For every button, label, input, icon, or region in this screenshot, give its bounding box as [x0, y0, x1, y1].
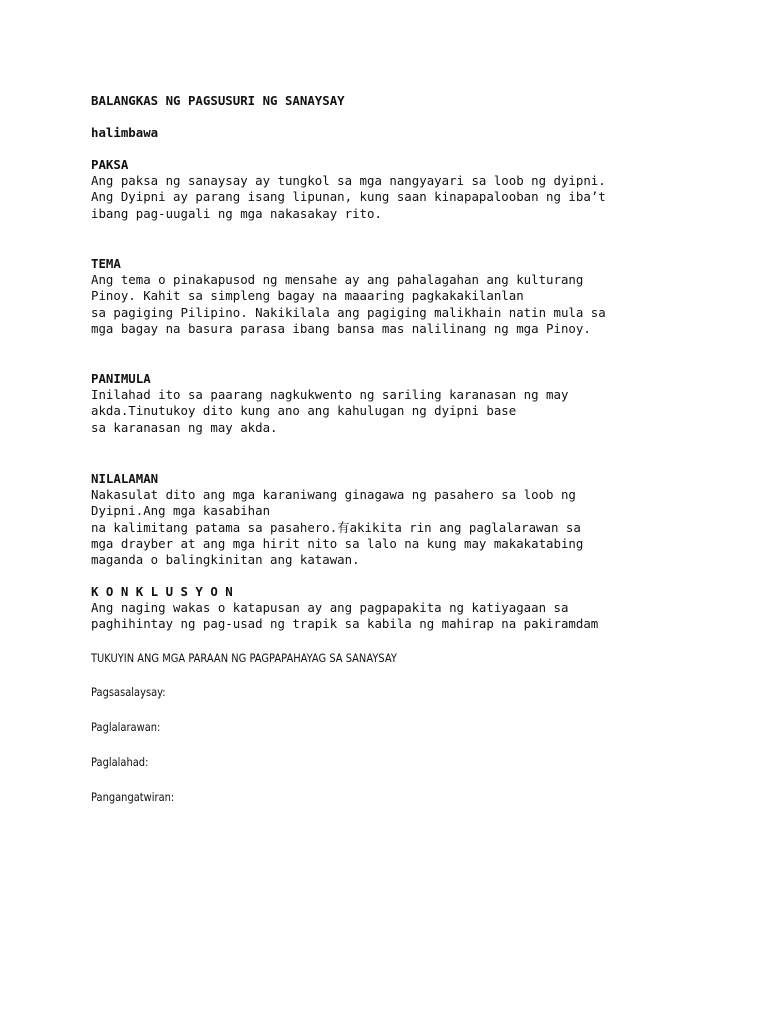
paragraph-line: Ang paksa ng sanaysay ay tungkol sa mga nangyayari sa loob ng dyipni.: [91, 173, 606, 189]
paragraph-line: mga bagay na basura parasa ibang bansa mas nalilinang ng mga Pinoy.: [91, 320, 591, 336]
section-panimula: [91, 371, 568, 436]
paragraph-line: mga drayber at ang mga hirit nito sa lalo na kung may makakatabing: [91, 535, 584, 551]
section-konklusyon: [91, 584, 598, 633]
section-paksa: [91, 157, 606, 222]
paragraph-line: na kalimitang patama sa pasahero.有akikita rin ang paglalarawan sa: [91, 519, 581, 535]
section-tema: [91, 256, 606, 337]
section-heading: TEMA: [91, 256, 121, 271]
paragraph-line: akda.Tinutukoy dito kung ano ang kahulugan ng dyipni base: [91, 403, 517, 419]
section-heading: NILALAMAN: [91, 471, 159, 486]
paragraph-line: maganda o balingkinitan ang katawan.: [91, 552, 360, 568]
paragraph-line: Pinoy. Kahit sa simpleng bagay na maaaring pagkakakilanlan: [91, 288, 524, 304]
paragraph-line: Ang naging wakas o katapusan ay ang pagpapakita ng katiyagaan sa: [91, 600, 569, 616]
paragraph-line: Inilahad ito sa paarang nagkukwento ng sariling karanasan ng may: [91, 387, 569, 403]
paragraph-line: sa karanasan ng may akda.: [91, 419, 278, 435]
paragraph-line: Ang tema o pinakapusod ng mensahe ay ang pahalagahan ang kulturang: [91, 272, 584, 288]
paragraph-line: sa pagiging Pilipino. Nakikilala ang pagiging malikhain natin mula sa: [91, 304, 606, 320]
document-title: BALANGKAS NG PAGSUSURI NG SANAYSAY: [91, 93, 345, 108]
paragraph-line: Nakasulat dito ang mga karaniwang ginagawa ng pasahero sa loob ng: [91, 487, 576, 503]
task-item-paglalarawan: Paglalarawan:: [91, 720, 161, 734]
paragraph-line: paghihintay ng pag-usad ng trapik sa kabila ng mahirap na pakiramdam: [91, 616, 599, 632]
section-nilalaman: [91, 471, 583, 568]
section-heading: K O N K L U S Y O N: [91, 584, 233, 599]
task-item-paglalahad: Paglalahad:: [91, 755, 149, 769]
task-item-pagsasalaysay: Pagsasalaysay:: [91, 685, 166, 699]
task-heading: TUKUYIN ANG MGA PARAAN NG PAGPAPAHAYAG SA SANAYSAY: [91, 651, 397, 665]
paragraph-line: ibang pag-uugali ng mga nakasakay rito.: [91, 205, 382, 221]
document-subtitle: halimbawa: [91, 125, 159, 140]
paragraph-line: Ang Dyipni ay parang isang lipunan, kung saan kinapapalooban ng iba’t: [91, 189, 606, 205]
section-heading: PANIMULA: [91, 371, 151, 386]
task-item-pangangatwiran: Pangangatwiran:: [91, 790, 175, 804]
section-heading: PAKSA: [91, 157, 129, 172]
paragraph-line: Dyipni.Ang mga kasabihan: [91, 503, 271, 519]
